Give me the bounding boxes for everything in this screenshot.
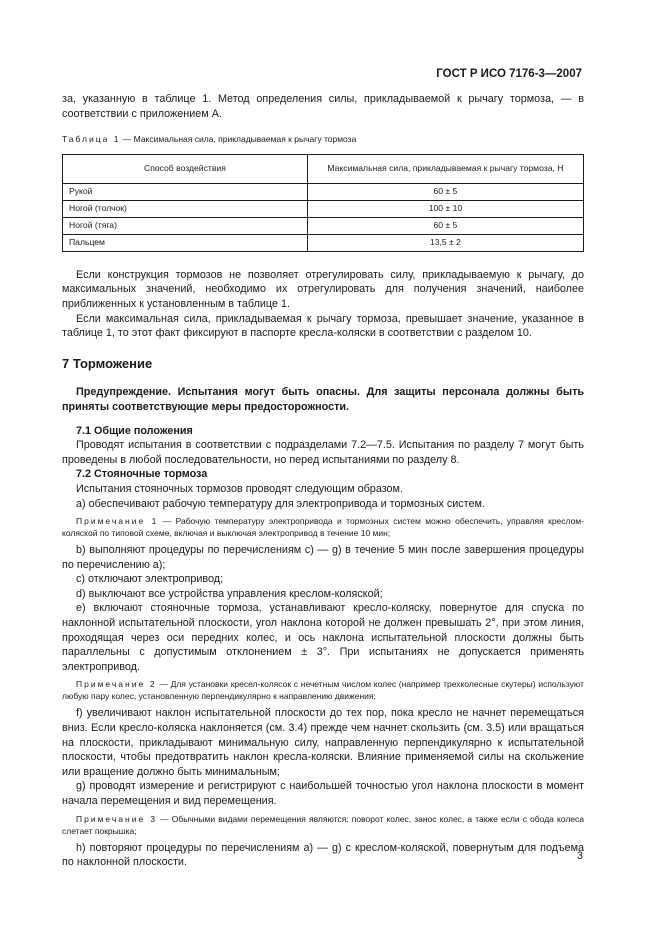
note-1-prefix: Примечание 1 xyxy=(76,516,159,527)
note-3 xyxy=(62,813,584,837)
note-2-prefix: Примечание 2 xyxy=(76,679,157,690)
note-2-text: — Для установки кресел-колясок с нечетным числом колес (например трехколесные скутеры) используют любую пару колес, установленную перпендикулярно к направлению движения; xyxy=(62,679,584,702)
note-3-prefix: Примечание 3 xyxy=(76,813,158,824)
table-caption xyxy=(62,132,584,147)
table-cell-method: Пальцем xyxy=(63,234,308,251)
list-item-f: f) увеличивают наклон испытательной плоскости до тех пор, пока кресло не начнет перемещаться вниз. Если кресло-коляска наклоняется (см. 3.4) прежде чем начнет скользить (см. 3.5) или вращаться на плоскости, прикладывают минимальную силу, направленную перпендикулярно к испытательной плоскости, чтобы предотвратить наклон кресла-коляски. Влияние применяемой силы на скольжение или вращение должно быть минимальным; xyxy=(62,707,584,778)
table-row xyxy=(63,234,584,251)
note-1-text: — Рабочую температуру электропривода и тормозных систем можно обеспечить, управляя креслом-коляской по типовой схеме, включая и выключая электропривод в течение 10 мин; xyxy=(62,516,584,539)
section-7-title: 7 Торможение xyxy=(62,355,153,371)
list-item-b: b) выполняют процедуры по перечислениям с) — g) в течение 5 мин после завершения процедуры по перечислению а); xyxy=(62,544,584,571)
list-item-h: h) повторяют процедуры по перечислениям а) — g) с креслом-коляской, повернутым для подъема по наклонной плоскости. xyxy=(62,841,584,869)
table-cell-method: Ногой (тяга) xyxy=(63,217,308,234)
warning-paragraph: Предупреждение. Испытания могут быть опасны. Для защиты персонала должны быть приняты соответствующие меры предосторожности. xyxy=(62,386,584,413)
table-row xyxy=(63,183,584,200)
table-cell-value: 13,5 ± 2 xyxy=(307,234,583,251)
subsection-7-1-text: Проводят испытания в соответствии с подразделами 7.2—7.5. Испытания по разделу 7 могут быть проведены в любой последовательности, но перед испытаниями по разделу 8. xyxy=(62,439,584,466)
table-cell-method: Рукой xyxy=(63,183,308,200)
intro-paragraph: за, указанную в таблице 1. Метод определения силы, прикладываемой к рычагу тормоза, — в соответствии с приложением А. xyxy=(62,93,584,120)
adjust-paragraph-2: Если максимальная сила, прикладываемая к рычагу тормоза, превышает значение, указанное в таблице 1, то этот факт фиксируют в паспорте кресла-коляски в соответствии с разделом 10. xyxy=(62,312,584,340)
brake-force-table xyxy=(62,154,584,252)
page-content xyxy=(62,92,584,870)
subsection-7-1-title: 7.1 Общие положения xyxy=(76,424,193,437)
table-cell-method: Ногой (толчок) xyxy=(63,200,308,217)
adjust-paragraph-1: Если конструкция тормозов не позволяет отрегулировать силу, прикладываемую к рычагу, до максимальных значений, необходимо их отрегулировать для получения значений, наиболее приближенных к установленным в таблице 1. xyxy=(62,268,584,310)
table-cell-value: 60 ± 5 xyxy=(307,217,583,234)
list-item-a: а) обеспечивают рабочую температуру для электропривода и тормозных систем. xyxy=(76,497,485,510)
list-item-c: с) отключают электропривод; xyxy=(76,573,224,586)
subsection-7-2-title: 7.2 Стояночные тормоза xyxy=(76,468,208,481)
page-number: 3 xyxy=(576,850,583,862)
list-item-e: е) включают стояночные тормоза, устанавливают кресло-коляску, повернутое для спуска по наклонной испытательной плоскости, угол наклона которой не должен превышать 2°, при этом линия, проходящая через оси передних колес, и ось наклона испытательной плоскости должны быть параллельны с допустимым отклонением ± 3°. При испытаниях не допускается применять электропривод. xyxy=(62,602,584,673)
table-header-method: Способ воздействия xyxy=(63,154,308,183)
document-header: ГОСТ Р ИСО 7176-3—2007 xyxy=(436,68,582,80)
table-row xyxy=(63,200,584,217)
table-header-row xyxy=(63,154,584,183)
table-cell-value: 100 ± 10 xyxy=(307,200,583,217)
table-cell-value: 60 ± 5 xyxy=(307,183,583,200)
note-1 xyxy=(62,515,584,539)
table-caption-prefix: Таблица 1 xyxy=(62,134,121,145)
table-caption-text: — Максимальная сила, прикладываемая к рычагу тормоза xyxy=(120,134,357,145)
list-item-g: g) проводят измерение и регистрируют с наибольшей точностью угол наклона плоскости в момент начала перемещения и вид перемещения. xyxy=(62,780,584,807)
subsection-7-2-intro: Испытания стояночных тормозов проводят следующим образом. xyxy=(76,482,403,495)
table-header-force: Максимальная сила, прикладываемая к рычагу тормоза, Н xyxy=(307,154,583,183)
note-3-text: — Обычными видами перемещения являются: поворот колес, занос колес, а также если с обода колеса слетает покрышка; xyxy=(62,813,584,836)
note-2 xyxy=(62,678,584,702)
table-row xyxy=(63,217,584,234)
list-item-d: d) выключают все устройства управления креслом-коляской; xyxy=(76,587,383,600)
